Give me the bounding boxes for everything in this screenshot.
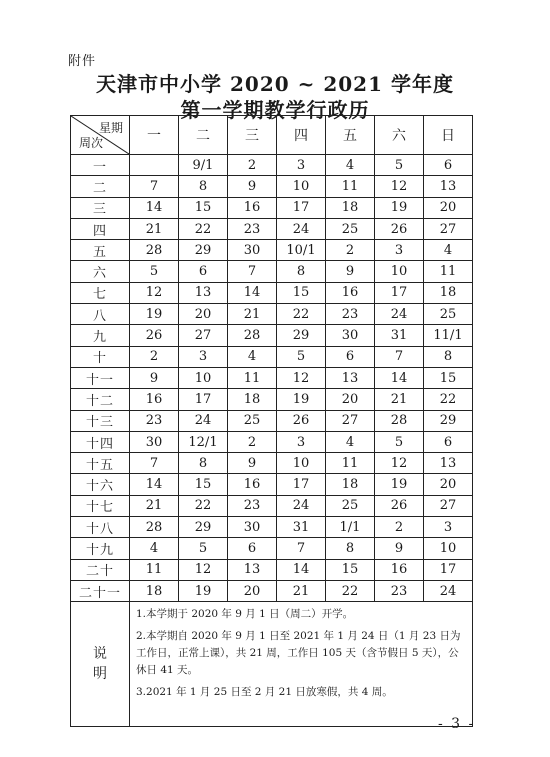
date-cell: 11	[228, 367, 277, 388]
date-cell: 28	[130, 517, 179, 538]
date-cell: 25	[326, 218, 375, 239]
document-title-line1: 天津市中小学 2020 ~ 2021 学年度	[96, 72, 454, 96]
date-cell: 18	[326, 197, 375, 218]
date-cell: 11	[326, 453, 375, 474]
date-cell: 22	[179, 495, 228, 516]
table-row	[71, 431, 473, 452]
date-cell: 24	[375, 304, 424, 325]
date-cell: 12	[375, 453, 424, 474]
date-cell: 3	[424, 517, 473, 538]
date-cell: 28	[130, 240, 179, 261]
date-cell: 17	[375, 282, 424, 303]
date-cell: 23	[228, 495, 277, 516]
date-cell: 9/1	[179, 155, 228, 176]
notes-label-char: 说	[93, 646, 107, 663]
week-number-cell: 十二	[71, 389, 130, 410]
date-cell: 24	[179, 410, 228, 431]
date-cell	[130, 155, 179, 176]
day-header: 五	[326, 116, 375, 155]
week-number-cell: 十四	[71, 431, 130, 452]
date-cell: 31	[277, 517, 326, 538]
date-cell: 12/1	[179, 431, 228, 452]
date-cell: 29	[424, 410, 473, 431]
table-row	[71, 367, 473, 388]
date-cell: 12	[375, 176, 424, 197]
week-number-cell: 十六	[71, 474, 130, 495]
date-cell: 23	[326, 304, 375, 325]
day-header: 三	[228, 116, 277, 155]
corner-weekday-label: 星期	[98, 121, 123, 135]
date-cell: 21	[277, 580, 326, 601]
date-cell: 30	[130, 431, 179, 452]
date-cell: 6	[424, 155, 473, 176]
attachment-label: 附件	[68, 54, 97, 69]
date-cell: 18	[130, 580, 179, 601]
date-cell: 2	[228, 431, 277, 452]
date-cell: 17	[424, 559, 473, 580]
week-number-cell: 八	[71, 304, 130, 325]
date-cell: 9	[228, 453, 277, 474]
date-cell: 7	[277, 538, 326, 559]
table-row	[71, 197, 473, 218]
date-cell: 15	[179, 474, 228, 495]
date-cell: 31	[375, 325, 424, 346]
date-cell: 9	[375, 538, 424, 559]
date-cell: 6	[326, 346, 375, 367]
date-cell: 16	[228, 197, 277, 218]
date-cell: 17	[277, 197, 326, 218]
date-cell: 5	[375, 431, 424, 452]
date-cell: 25	[424, 304, 473, 325]
date-cell: 21	[130, 218, 179, 239]
date-cell: 2	[326, 240, 375, 261]
date-cell: 3	[179, 346, 228, 367]
date-cell: 18	[326, 474, 375, 495]
date-cell: 25	[228, 410, 277, 431]
date-cell: 23	[130, 410, 179, 431]
date-cell: 22	[179, 218, 228, 239]
date-cell: 19	[375, 474, 424, 495]
date-cell: 14	[277, 559, 326, 580]
date-cell: 16	[326, 282, 375, 303]
notes-content	[130, 602, 473, 727]
date-cell: 8	[277, 261, 326, 282]
date-cell: 22	[277, 304, 326, 325]
date-cell: 12	[277, 367, 326, 388]
date-cell: 2	[375, 517, 424, 538]
date-cell: 28	[228, 325, 277, 346]
table-row	[71, 517, 473, 538]
date-cell: 9	[228, 176, 277, 197]
week-number-cell: 十五	[71, 453, 130, 474]
table-row	[71, 346, 473, 367]
date-cell: 28	[375, 410, 424, 431]
date-cell: 10/1	[277, 240, 326, 261]
week-number-cell: 十三	[71, 410, 130, 431]
date-cell: 24	[277, 495, 326, 516]
date-cell: 14	[130, 474, 179, 495]
note-item: 1.本学期于 2020 年 9 月 1 日（周二）开学。	[136, 608, 354, 621]
date-cell: 5	[130, 261, 179, 282]
day-header: 四	[277, 116, 326, 155]
week-number-cell: 十八	[71, 517, 130, 538]
table-row	[71, 410, 473, 431]
date-cell: 17	[277, 474, 326, 495]
table-row	[71, 218, 473, 239]
table-row	[71, 495, 473, 516]
week-number-cell: 十七	[71, 495, 130, 516]
date-cell: 8	[424, 346, 473, 367]
note-item: 2.本学期自 2020 年 9 月 1 日至 2021 年 1 月 24 日（1 月 23 日为工作日，正常上课），共 21 周，工作日 105 天（含节假日 5 天），公休日 41 天。	[136, 630, 461, 677]
date-cell: 14	[375, 367, 424, 388]
date-cell: 24	[424, 580, 473, 601]
date-cell: 5	[375, 155, 424, 176]
date-cell: 13	[179, 282, 228, 303]
date-cell: 26	[130, 325, 179, 346]
date-cell: 7	[228, 261, 277, 282]
week-number-cell: 六	[71, 261, 130, 282]
week-number-cell: 十	[71, 346, 130, 367]
date-cell: 4	[326, 431, 375, 452]
date-cell: 19	[179, 580, 228, 601]
date-cell: 15	[277, 282, 326, 303]
date-cell: 16	[228, 474, 277, 495]
day-header: 六	[375, 116, 424, 155]
date-cell: 5	[179, 538, 228, 559]
table-row	[71, 304, 473, 325]
corner-cell	[71, 116, 130, 155]
table-row	[71, 282, 473, 303]
date-cell: 10	[277, 453, 326, 474]
date-cell: 27	[179, 325, 228, 346]
date-cell: 16	[375, 559, 424, 580]
date-cell: 29	[179, 240, 228, 261]
date-cell: 3	[277, 155, 326, 176]
date-cell: 13	[326, 367, 375, 388]
corner-week-label: 周次	[79, 136, 104, 150]
calendar-table	[70, 115, 473, 727]
table-row	[71, 155, 473, 176]
day-header: 二	[179, 116, 228, 155]
date-cell: 13	[424, 453, 473, 474]
date-cell: 21	[375, 389, 424, 410]
week-number-cell: 五	[71, 240, 130, 261]
note-item: 3.2021 年 1 月 25 日至 2 月 21 日放寒假，共 4 周。	[136, 686, 393, 699]
date-cell: 14	[130, 197, 179, 218]
table-row	[71, 176, 473, 197]
date-cell: 9	[130, 367, 179, 388]
date-cell: 8	[179, 453, 228, 474]
date-cell: 23	[228, 218, 277, 239]
date-cell: 12	[130, 282, 179, 303]
week-number-cell: 二十	[71, 559, 130, 580]
date-cell: 15	[424, 367, 473, 388]
week-number-cell: 九	[71, 325, 130, 346]
date-cell: 14	[228, 282, 277, 303]
date-cell: 23	[375, 580, 424, 601]
date-cell: 13	[424, 176, 473, 197]
date-cell: 27	[424, 218, 473, 239]
table-row	[71, 559, 473, 580]
date-cell: 2	[130, 346, 179, 367]
date-cell: 24	[277, 218, 326, 239]
date-cell: 19	[277, 389, 326, 410]
date-cell: 9	[326, 261, 375, 282]
header-row	[71, 116, 473, 155]
week-number-cell: 四	[71, 218, 130, 239]
notes-row	[71, 602, 473, 727]
date-cell: 15	[179, 197, 228, 218]
date-cell: 22	[326, 580, 375, 601]
page-number: - 3 -	[438, 716, 476, 732]
date-cell: 10	[179, 367, 228, 388]
date-cell: 25	[326, 495, 375, 516]
date-cell: 21	[130, 495, 179, 516]
date-cell: 29	[277, 325, 326, 346]
table-row	[71, 325, 473, 346]
table-row	[71, 580, 473, 601]
table-row	[71, 389, 473, 410]
date-cell: 30	[228, 240, 277, 261]
date-cell: 7	[375, 346, 424, 367]
date-cell: 29	[179, 517, 228, 538]
date-cell: 19	[130, 304, 179, 325]
date-cell: 11	[326, 176, 375, 197]
date-cell: 8	[179, 176, 228, 197]
date-cell: 27	[424, 495, 473, 516]
table-row	[71, 240, 473, 261]
date-cell: 11	[424, 261, 473, 282]
date-cell: 22	[424, 389, 473, 410]
date-cell: 30	[228, 517, 277, 538]
week-number-cell: 一	[71, 155, 130, 176]
date-cell: 3	[375, 240, 424, 261]
day-header: 日	[424, 116, 473, 155]
date-cell: 6	[179, 261, 228, 282]
date-cell: 20	[228, 580, 277, 601]
date-cell: 7	[130, 453, 179, 474]
table-row	[71, 474, 473, 495]
week-number-cell: 七	[71, 282, 130, 303]
date-cell: 30	[326, 325, 375, 346]
date-cell: 2	[228, 155, 277, 176]
table-row	[71, 261, 473, 282]
date-cell: 4	[228, 346, 277, 367]
date-cell: 1/1	[326, 517, 375, 538]
date-cell: 17	[179, 389, 228, 410]
date-cell: 16	[130, 389, 179, 410]
date-cell: 20	[179, 304, 228, 325]
date-cell: 10	[375, 261, 424, 282]
date-cell: 13	[228, 559, 277, 580]
date-cell: 4	[130, 538, 179, 559]
date-cell: 20	[424, 474, 473, 495]
table-row	[71, 538, 473, 559]
date-cell: 5	[277, 346, 326, 367]
date-cell: 11	[130, 559, 179, 580]
date-cell: 10	[277, 176, 326, 197]
document-title-line2: 第一学期教学行政历	[180, 98, 370, 122]
date-cell: 8	[326, 538, 375, 559]
date-cell: 11/1	[424, 325, 473, 346]
date-cell: 7	[130, 176, 179, 197]
notes-label	[71, 602, 130, 727]
date-cell: 6	[424, 431, 473, 452]
date-cell: 21	[228, 304, 277, 325]
date-cell: 18	[228, 389, 277, 410]
date-cell: 4	[326, 155, 375, 176]
date-cell: 15	[326, 559, 375, 580]
date-cell: 19	[375, 197, 424, 218]
date-cell: 20	[424, 197, 473, 218]
date-cell: 20	[326, 389, 375, 410]
week-number-cell: 二十一	[71, 580, 130, 601]
week-number-cell: 十一	[71, 367, 130, 388]
date-cell: 3	[277, 431, 326, 452]
date-cell: 6	[228, 538, 277, 559]
date-cell: 26	[375, 495, 424, 516]
date-cell: 18	[424, 282, 473, 303]
date-cell: 12	[179, 559, 228, 580]
date-cell: 27	[326, 410, 375, 431]
week-number-cell: 十九	[71, 538, 130, 559]
table-row	[71, 453, 473, 474]
week-number-cell: 三	[71, 197, 130, 218]
week-number-cell: 二	[71, 176, 130, 197]
date-cell: 26	[277, 410, 326, 431]
date-cell: 10	[424, 538, 473, 559]
date-cell: 4	[424, 240, 473, 261]
day-header: 一	[130, 116, 179, 155]
notes-label-char: 明	[93, 666, 107, 683]
date-cell: 26	[375, 218, 424, 239]
